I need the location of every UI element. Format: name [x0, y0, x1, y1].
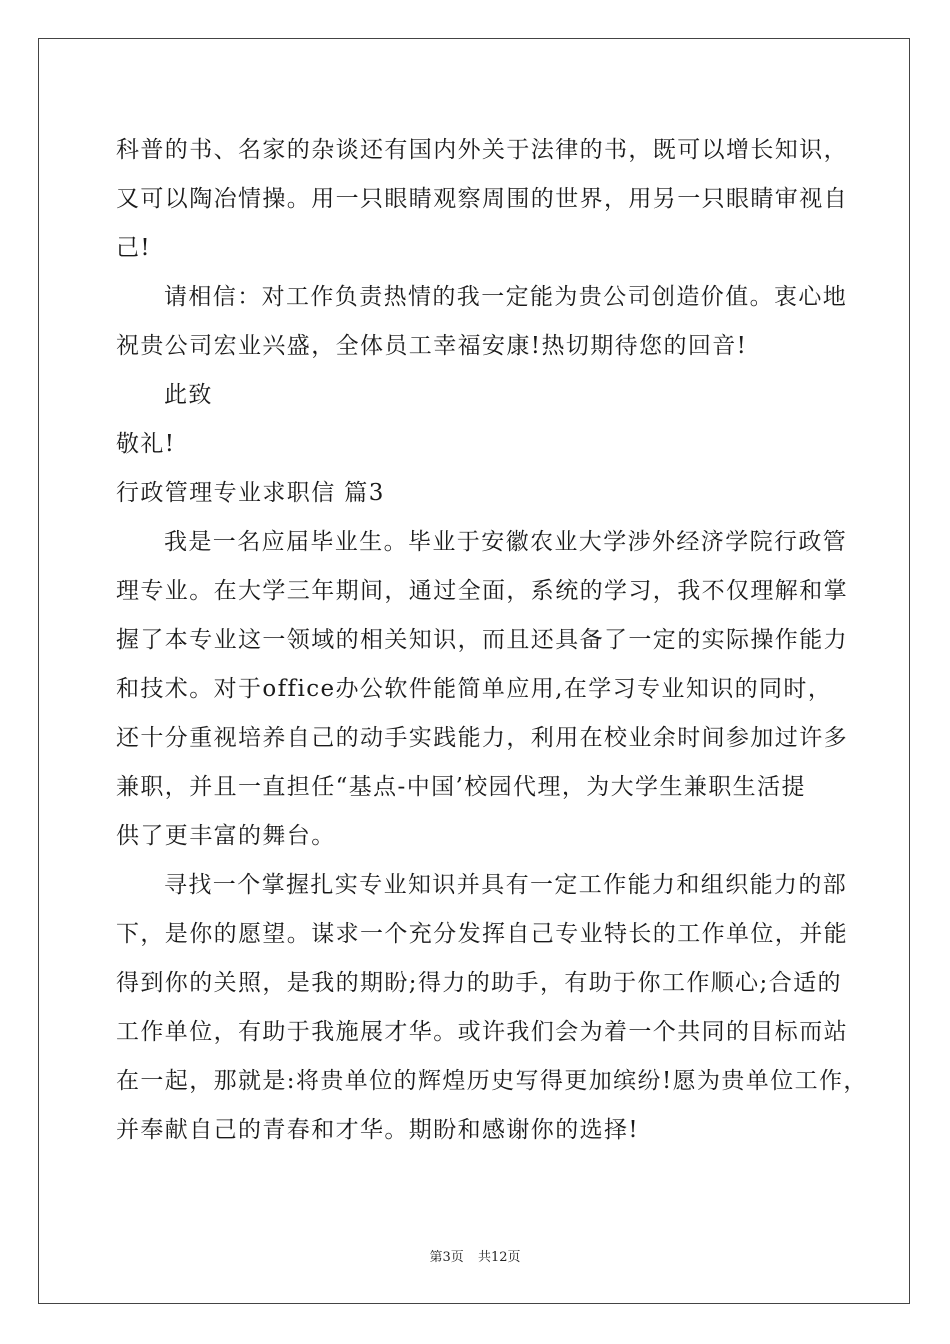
text-line: 兼职，并且一直担任“基点-中国’校园代理，为大学生兼职生活提	[116, 774, 806, 800]
text-line: 又可以陶冶情操。用一只眼睛观察周围的世界，用另一只眼睛审视自	[116, 186, 848, 212]
text-line: 供了更丰富的舞台。	[116, 823, 336, 849]
page-number: 第3页	[429, 1250, 464, 1265]
text-line: 工作单位，有助于我施展才华。或许我们会为着一个共同的目标而站	[116, 1019, 848, 1045]
closing-salutation: 此致	[164, 382, 213, 408]
text-line: 并奉献自己的青春和才华。期盼和感谢你的选择!	[116, 1117, 640, 1143]
text-line: 祝贵公司宏业兴盛，全体员工幸福安康!热切期待您的回音!	[116, 333, 748, 359]
page-footer	[0, 1246, 950, 1265]
text-line: 下，是你的愿望。谋求一个充分发挥自己专业特长的工作单位，并能	[116, 921, 848, 947]
text-line: 请相信：对工作负责热情的我一定能为贵公司创造价值。衷心地	[164, 284, 848, 310]
text-line: 寻找一个掌握扎实专业知识并具有一定工作能力和组织能力的部	[164, 872, 848, 898]
text-line: 在一起，那就是:将贵单位的辉煌历史写得更加缤纷!愿为贵单位工作，	[116, 1068, 868, 1094]
text-line: 我是一名应届毕业生。毕业于安徽农业大学涉外经济学院行政管	[164, 529, 848, 555]
page-total: 共12页	[477, 1250, 521, 1265]
closing-regards: 敬礼!	[116, 431, 176, 457]
text-line: 还十分重视培养自己的动手实践能力，利用在校业余时间参加过许多	[116, 725, 848, 751]
text-line: 得到你的关照，是我的期盼;得力的助手，有助于你工作顺心;合适的	[116, 970, 842, 996]
text-line: 己!	[116, 235, 152, 261]
text-line: 和技术。对于office办公软件能简单应用,在学习专业知识的同时，	[116, 676, 833, 702]
text-line: 握了本专业这一领域的相关知识，而且还具备了一定的实际操作能力	[116, 627, 848, 653]
document-body	[116, 126, 868, 1155]
text-line: 理专业。在大学三年期间，通过全面，系统的学习，我不仅理解和掌	[116, 578, 848, 604]
text-line: 科普的书、名家的杂谈还有国内外关于法律的书，既可以增长知识，	[116, 137, 848, 163]
section-heading: 行政管理专业求职信 篇3	[116, 480, 385, 506]
